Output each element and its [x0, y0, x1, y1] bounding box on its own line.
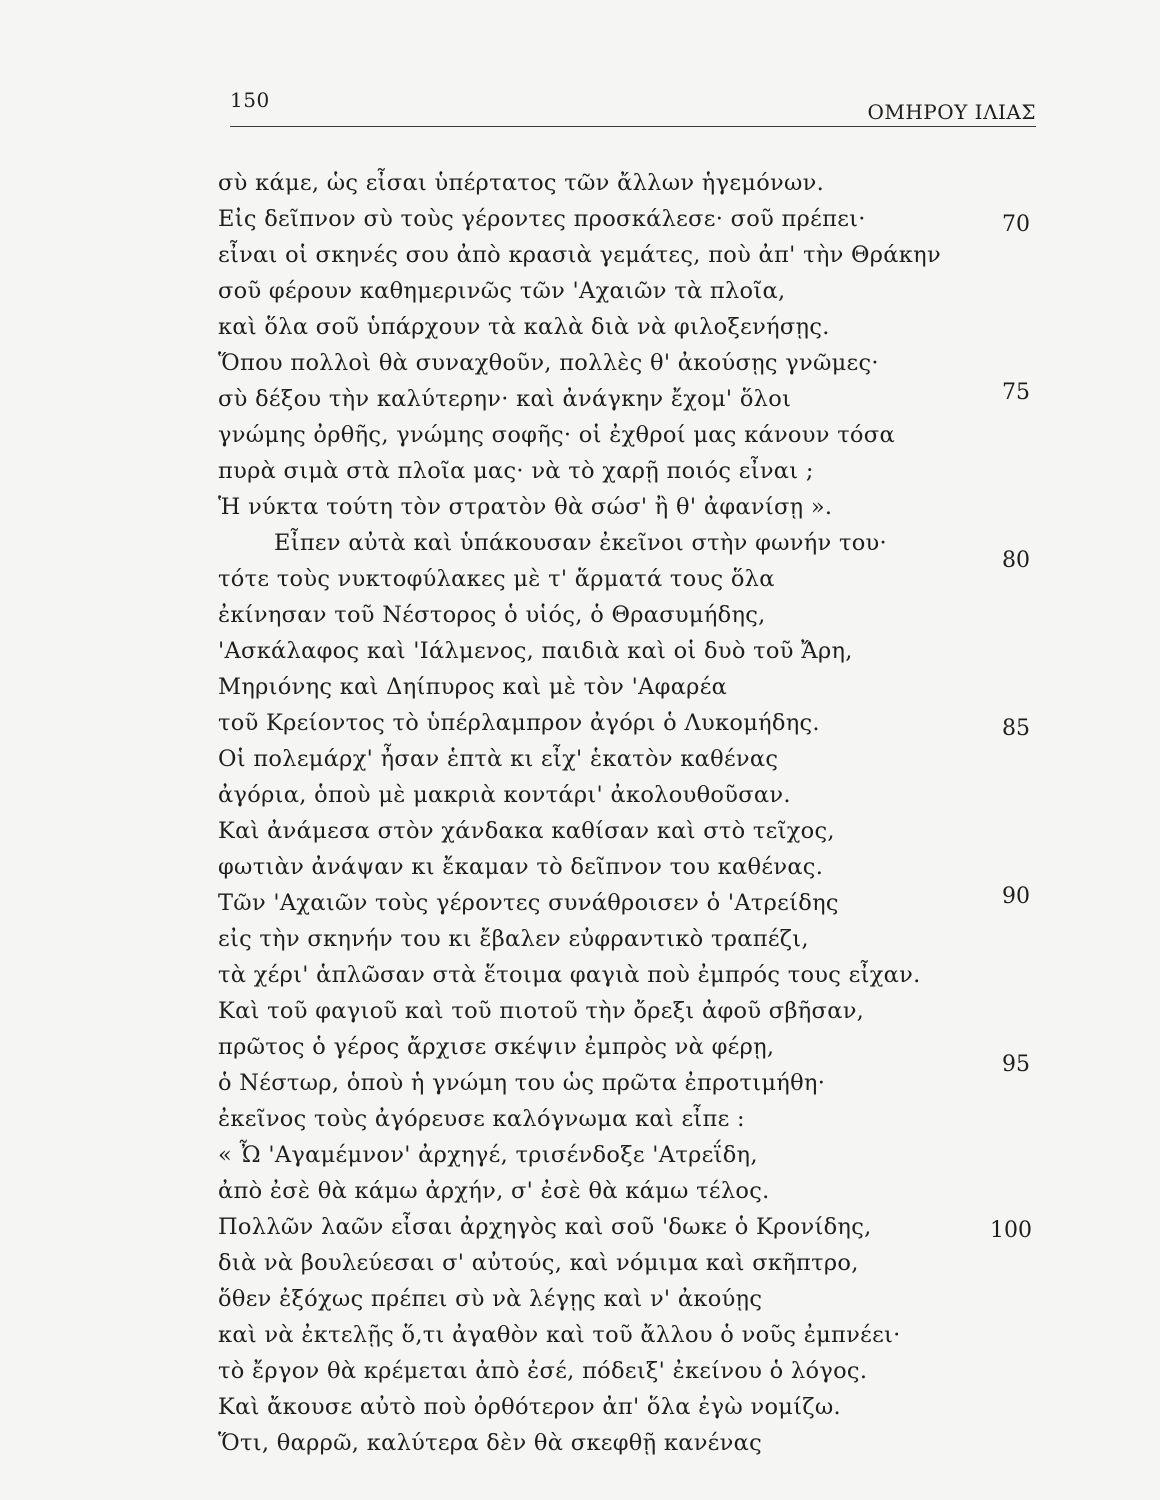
verse-line: ἀγόρια, ὁποὺ μὲ μακριὰ κοντάρι' ἀκολουθοῦσαν. [218, 782, 791, 808]
verse-line: Τῶν 'Αχαιῶν τοὺς γέροντες συνάθροισεν ὁ 'Ατρείδης [218, 890, 839, 916]
verse-line: ὅθεν ἐξόχως πρέπει σὺ νὰ λέγῃς καὶ ν' ἀκούῃς [218, 1286, 763, 1312]
verse-line: σὺ δέξου τὴν καλύτερην· καὶ ἀνάγκην ἔχομ' ὅλοι [218, 386, 792, 412]
verse-line: ὁ Νέστωρ, ὁποὺ ἡ γνώμη του ὡς πρῶτα ἐπροτιμήθη· [218, 1070, 826, 1096]
verse-line: ἐκεῖνος τοὺς ἀγόρευσε καλόγνωμα καὶ εἶπε : [218, 1106, 745, 1132]
page-number: 150 [230, 88, 270, 112]
verse-line: Καὶ ἄκουσε αὐτὸ ποὺ ὀρθότερον ἀπ' ὅλα ἐγὼ νομίζω. [218, 1394, 841, 1420]
verse-line: πυρὰ σιμὰ στὰ πλοῖα μας· νὰ τὸ χαρῇ ποιός εἶναι ; [218, 458, 814, 484]
verse-line: Εἰς δεῖπνον σὺ τοὺς γέροντες προσκάλεσε· σοῦ πρέπει· [218, 206, 866, 232]
verse-line: Ἡ νύκτα τούτη τὸν στρατὸν θὰ σώσ' ἢ θ' ἀφανίσῃ ». [218, 494, 833, 520]
line-number: 70 [1002, 212, 1030, 237]
verse-line: γνώμης ὀρθῆς, γνώμης σοφῆς· οἱ ἐχθροί μας κάνουν τόσα [218, 422, 895, 448]
verse-line: πρῶτος ὁ γέρος ἄρχισε σκέψιν ἐμπρὸς νὰ φέρῃ, [218, 1034, 775, 1060]
verse-line: σοῦ φέρουν καθημερινῶς τῶν 'Αχαιῶν τὰ πλοῖα, [218, 278, 786, 304]
verse-line: τοῦ Κρείοντος τὸ ὑπέρλαμπρον ἀγόρι ὁ Λυκομήδης. [218, 710, 820, 736]
verse-line: « Ὦ 'Αγαμέμνον' ἀρχηγέ, τρισένδοξε 'Ατρεΐδη, [218, 1142, 758, 1168]
running-title: ΟΜΗΡΟΥ ΙΛΙΑΣ [867, 100, 1036, 124]
verse-line: Ὅπου πολλοὶ θὰ συναχθοῦν, πολλὲς θ' ἀκούσῃς γνῶμες· [218, 350, 879, 376]
line-number: 75 [1002, 380, 1030, 405]
verse-line: σὺ κάμε, ὡς εἶσαι ὑπέρτατος τῶν ἄλλων ἡγεμόνων. [218, 170, 825, 196]
verse-line: διὰ νὰ βουλεύεσαι σ' αὐτούς, καὶ νόμιμα καὶ σκῆπτρο, [218, 1250, 859, 1276]
line-number: 90 [1002, 884, 1030, 909]
verse-line: Μηριόνης καὶ Δηίπυρος καὶ μὲ τὸν 'Αφαρέα [218, 674, 728, 700]
verse-line: Ὅτι, θαρρῶ, καλύτερα δὲν θὰ σκεφθῇ κανένας [218, 1430, 762, 1456]
verse-line: εἰς τὴν σκηνήν του κι ἔβαλεν εὐφραντικὸ τραπέζι, [218, 926, 809, 952]
line-number: 95 [1002, 1052, 1030, 1077]
verse-line: φωτιὰν ἀνάψαν κι ἔκαμαν τὸ δεῖπνον του καθένας. [218, 854, 824, 880]
line-number: 100 [990, 1218, 1032, 1243]
verse-line: ἀπὸ ἐσὲ θὰ κάμω ἀρχήν, σ' ἐσὲ θὰ κάμω τέλος. [218, 1178, 770, 1204]
verse-line: Καὶ ἀνάμεσα στὸν χάνδακα καθίσαν καὶ στὸ τεῖχος, [218, 818, 835, 844]
verse-line: καὶ νὰ ἐκτελῇς ὅ,τι ἀγαθὸν καὶ τοῦ ἄλλου ὁ νοῦς ἐμπνέει· [218, 1322, 901, 1348]
line-number: 80 [1002, 548, 1030, 573]
line-number: 85 [1002, 716, 1030, 741]
verse-line: τὰ χέρι' ἁπλῶσαν στὰ ἕτοιμα φαγιὰ ποὺ ἐμπρός τους εἶχαν. [218, 962, 921, 988]
verse-line: Καὶ τοῦ φαγιοῦ καὶ τοῦ πιοτοῦ τὴν ὄρεξι ἀφοῦ σβῆσαν, [218, 998, 865, 1024]
verse-line: Οἱ πολεμάρχ' ἦσαν ἑπτὰ κι εἶχ' ἑκατὸν καθένας [218, 746, 779, 772]
verse-line: Πολλῶν λαῶν εἶσαι ἀρχηγὸς καὶ σοῦ 'δωκε ὁ Κρονίδης, [218, 1214, 872, 1240]
verse-line: εἶναι οἱ σκηνές σου ἀπὸ κρασιὰ γεμάτες, ποὺ ἀπ' τὴν Θράκην [218, 242, 941, 268]
verse-line: Εἶπεν αὐτὰ καὶ ὑπάκουσαν ἐκεῖνοι στὴν φωνήν του· [274, 530, 887, 556]
verse-line: ἐκίνησαν τοῦ Νέστορος ὁ υἱός, ὁ Θρασυμήδης, [218, 602, 766, 628]
verse-line: 'Ασκάλαφος καὶ 'Ιάλμενος, παιδιὰ καὶ οἱ δυὸ τοῦ Ἄρη, [218, 638, 853, 664]
verse-line: τότε τοὺς νυκτοφύλακες μὲ τ' ἅρματά τους ὅλα [218, 566, 775, 592]
verse-line: καὶ ὅλα σοῦ ὑπάρχουν τὰ καλὰ διὰ νὰ φιλοξενήσῃς. [218, 314, 830, 340]
verse-line: τὸ ἔργον θὰ κρέμεται ἀπὸ ἐσέ, πόδειξ' ἐκείνου ὁ λόγος. [218, 1358, 868, 1384]
